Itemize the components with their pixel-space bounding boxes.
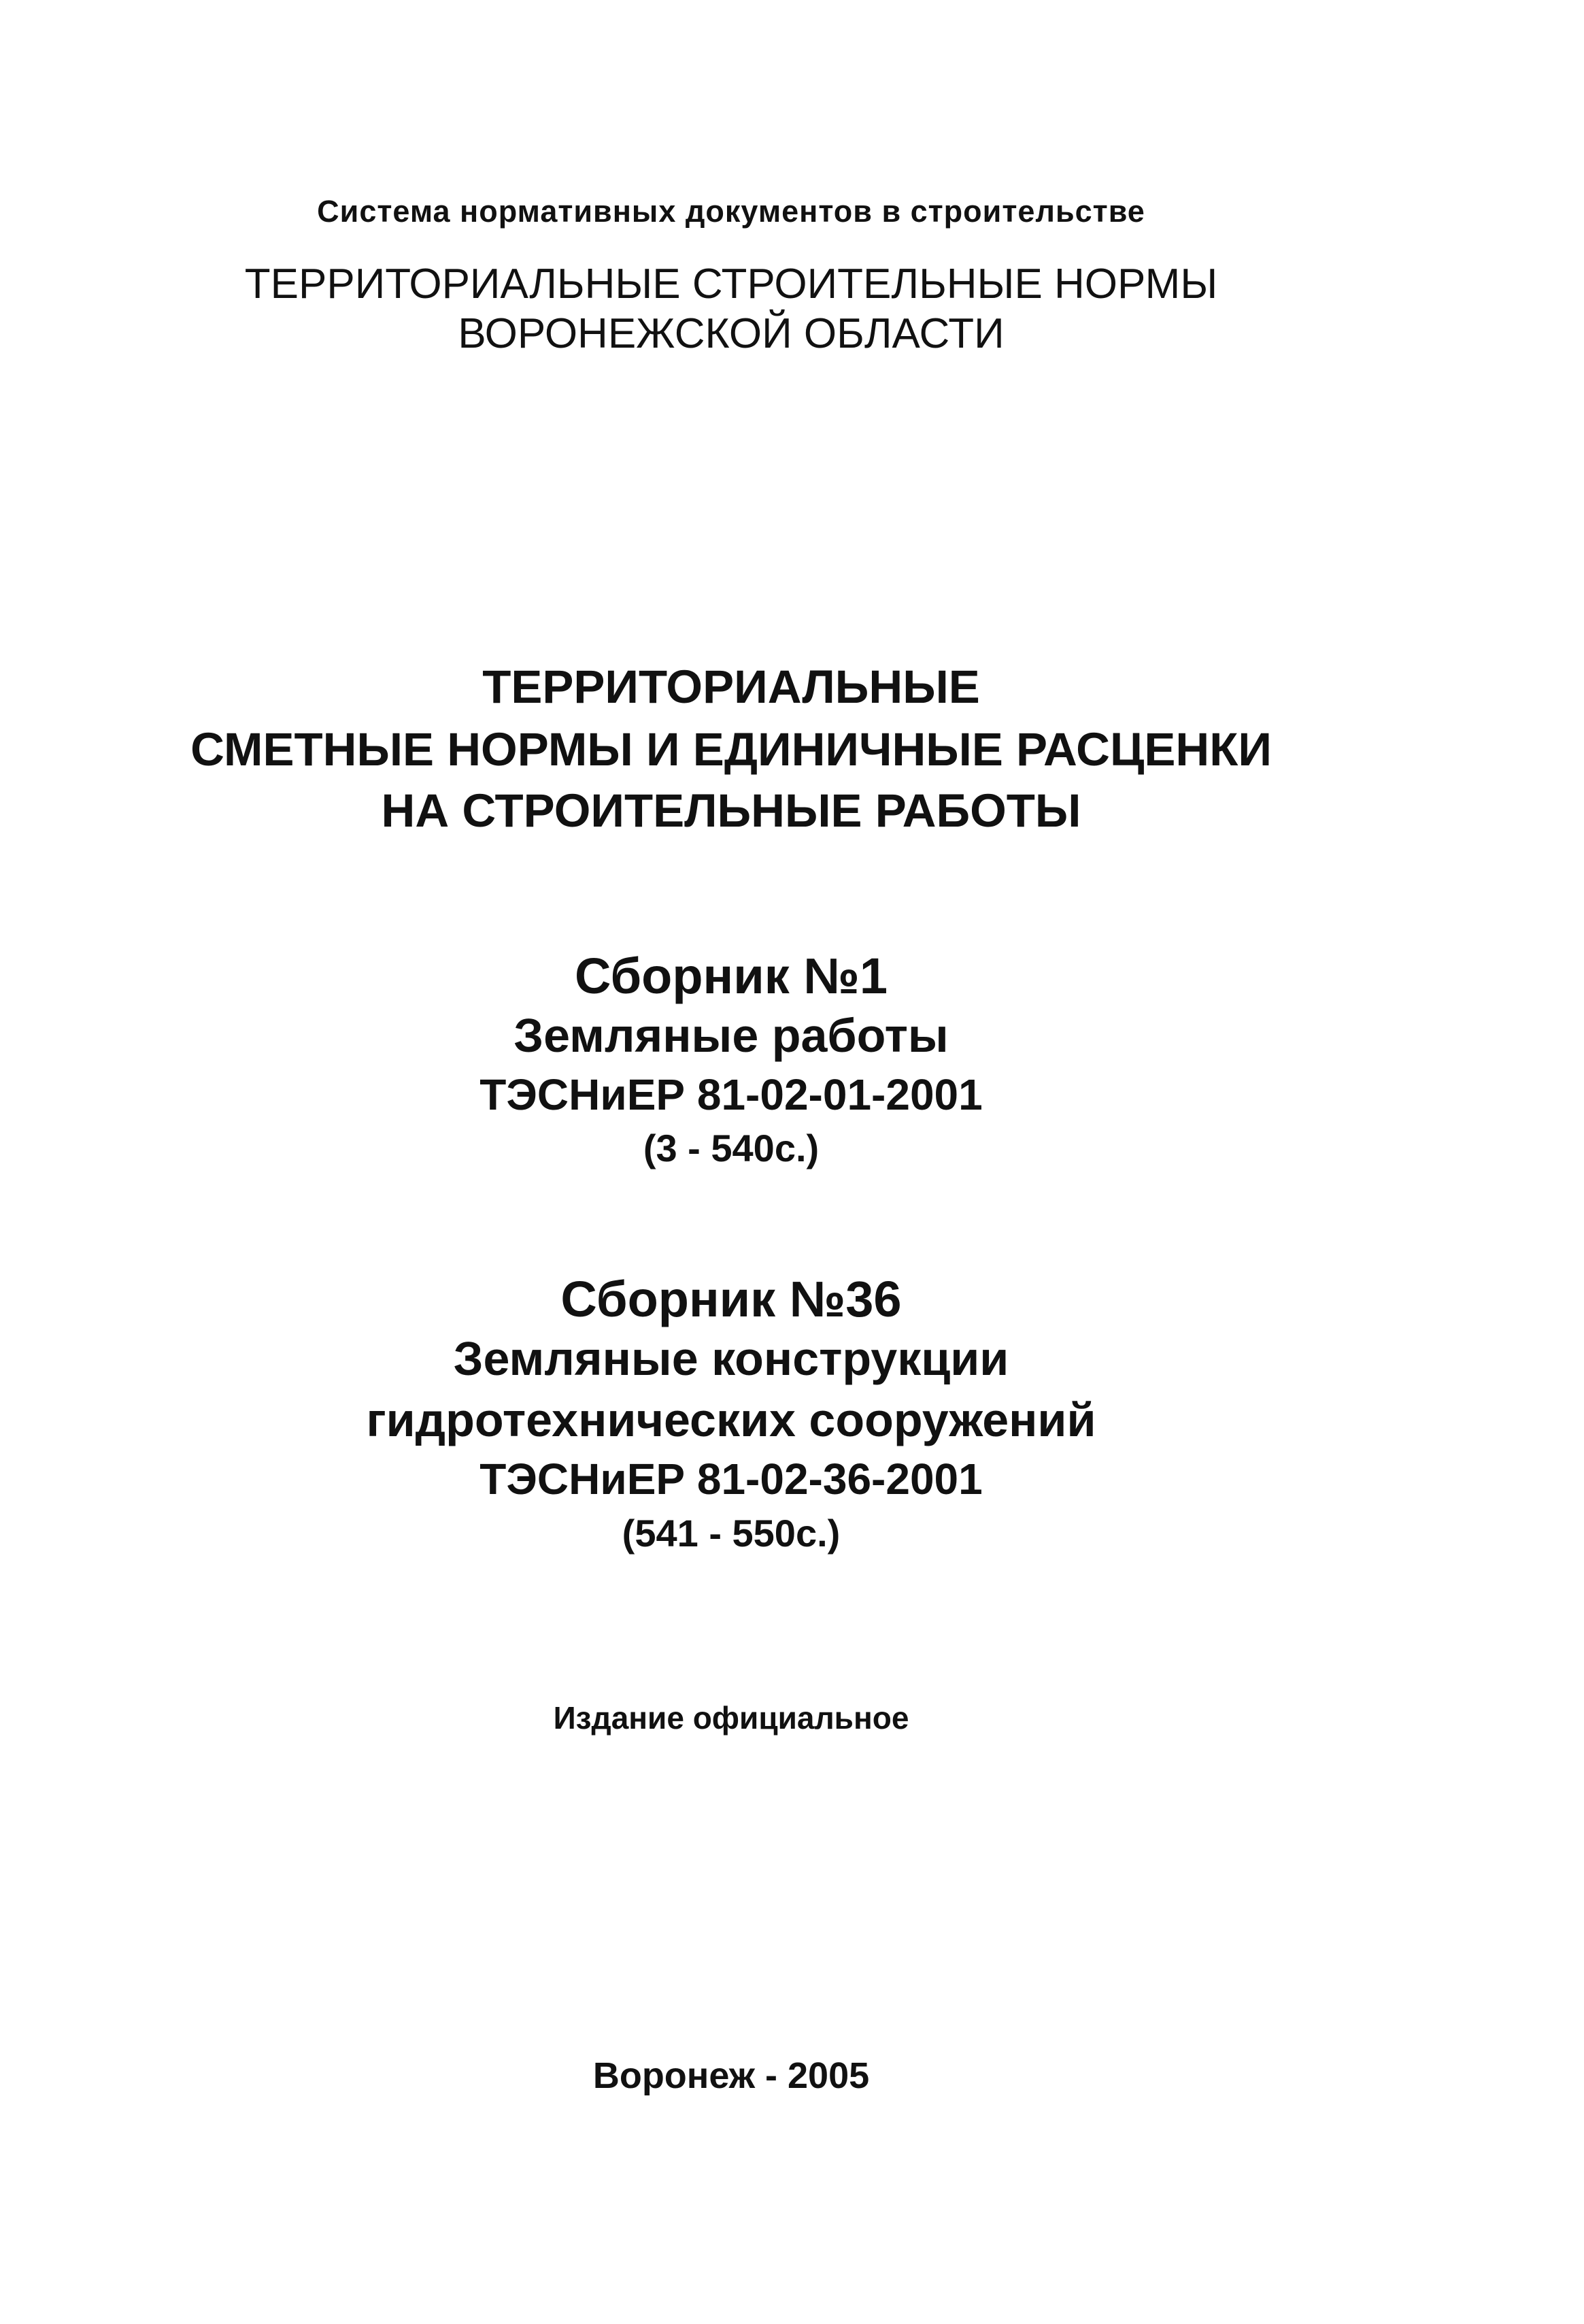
main-title-line-2: СМЕТНЫЕ НОРМЫ И ЕДИНИЧНЫЕ РАСЦЕНКИ (190, 723, 1272, 776)
collection-1-code: ТЭСНиЕР 81-02-01-2001 (479, 1070, 983, 1119)
collection-36-name-line-1: Земляные конструкции (453, 1332, 1009, 1385)
edition-label: Издание официальное (553, 1700, 909, 1736)
document-series: Система нормативных документов в строительстве (317, 194, 1145, 229)
collection-1-pages: (3 - 540с.) (643, 1127, 820, 1169)
collection-1-title: Сборник №1 (574, 948, 888, 1004)
main-title-line-1: ТЕРРИТОРИАЛЬНЫЕ (482, 661, 980, 713)
main-title-line-3: НА СТРОИТЕЛЬНЫЕ РАБОТЫ (381, 784, 1081, 837)
collection-1-name: Земляные работы (513, 1009, 949, 1062)
city-year: Воронеж - 2005 (592, 2055, 870, 2096)
territorial-norms-heading-line-1: ТЕРРИТОРИАЛЬНЫЕ СТРОИТЕЛЬНЫЕ НОРМЫ (244, 261, 1218, 308)
collection-36-name-line-2: гидротехнических сооружений (366, 1393, 1096, 1446)
collection-36-code: ТЭСНиЕР 81-02-36-2001 (479, 1455, 983, 1504)
collection-36-title: Сборник №36 (560, 1271, 902, 1327)
collection-36-pages: (541 - 550с.) (622, 1512, 841, 1555)
territorial-norms-heading-line-2: ВОРОНЕЖСКОЙ ОБЛАСТИ (458, 310, 1005, 357)
